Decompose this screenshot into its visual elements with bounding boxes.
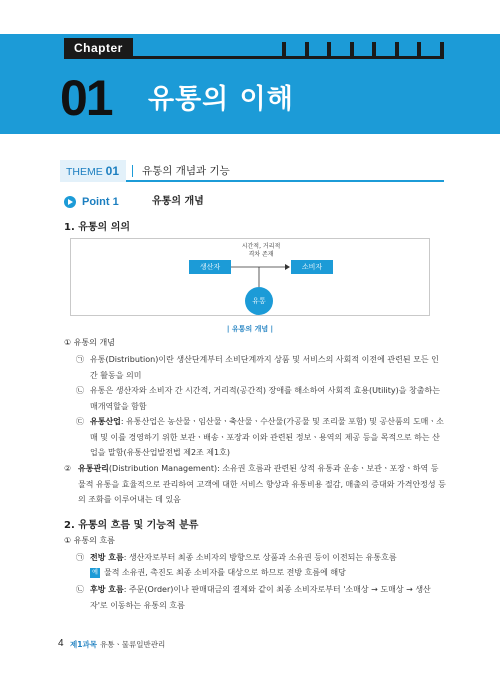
example-icon: 예 <box>90 568 100 578</box>
item-number: ㉠ <box>76 553 84 562</box>
item-text-wrap <box>76 550 446 566</box>
diagram-caption: | 유통의 개념 | <box>226 325 274 333</box>
binder-marks <box>282 42 444 56</box>
section-heading: 1. 유통의 의의 <box>64 222 131 233</box>
item-number: ㉡ <box>76 386 84 395</box>
chapter-title: 유통의 이해 <box>148 84 294 115</box>
item-number: ㉡ <box>76 585 84 594</box>
binder-mark <box>350 42 354 56</box>
item-title: 유통의 흐름 <box>73 536 115 545</box>
list-item <box>64 336 115 349</box>
binder-mark <box>327 42 331 56</box>
theme-bar <box>60 160 444 182</box>
footer-subject: 제1과목 <box>70 640 97 649</box>
theme-tag-number: 01 <box>105 164 120 178</box>
note-text: 물적 소유권, 촉진도 최종 소비자를 대상으로 하므로 전방 흐름에 해당 <box>104 568 346 577</box>
item-text-wrap <box>76 582 446 613</box>
footer-course: 유통ㆍ물류일반관리 <box>100 640 166 649</box>
list-item <box>76 550 446 566</box>
list-item <box>76 414 446 461</box>
binder-mark <box>395 42 399 56</box>
item-term: 후방 흐름 <box>90 585 124 594</box>
distribution-node: 유통 <box>245 287 273 315</box>
producer-node: 생산자 <box>189 260 231 274</box>
item-text: : 생산자로부터 최종 소비자의 방향으로 상품과 소유권 등이 이전되는 유통흐름 <box>123 553 397 562</box>
item-number: ㉢ <box>76 417 84 426</box>
item-number: ① <box>64 536 72 545</box>
item-text: 유통은 생산자와 소비자 간 시간적, 거리적(공간적) 장애를 해소하여 사회적 효용(Utility)을 창출하는 매개역할을 함함 <box>90 386 440 411</box>
gap-label-line-2: 격차 존재 <box>248 251 274 258</box>
binder-mark <box>417 42 421 56</box>
binder-mark <box>282 42 286 56</box>
arrow-head-icon <box>285 264 290 270</box>
item-text: 유통(Distribution)이란 생산단계부터 소비단계까지 상품 및 서비스의 사회적 이전에 관련된 모든 인간 활동을 의미 <box>90 355 439 380</box>
item-text: (Distribution Management): 소유권 흐름과 관련된 상적 유통과 운송ㆍ보관ㆍ포장ㆍ하역 등 물적 유통을 효율적으로 관리하여 고객에 대한 서비스 향상과 유통비용 절감, 매출의 증대와 가격안정성 등의 조화를 이루어내는 데 있음 <box>78 464 446 504</box>
list-item <box>76 352 446 383</box>
binder-mark <box>305 42 309 56</box>
item-text: : 유통산업은 농산물ㆍ임산물ㆍ축산물ㆍ수산물(가공물 및 조리물 포함) 및 공산품의 도매ㆍ소매 및 이를 경영하기 위한 보관ㆍ배송ㆍ포장과 이와 관련된 정보ㆍ용역의 제공 등을 목적으로 하는 산업을 말함(유통산업발전법 제2조 제1호) <box>90 417 444 457</box>
distribution-concept-diagram <box>70 238 430 316</box>
point-title: 유통의 개념 <box>152 196 204 207</box>
item-term: 유통관리 <box>78 464 109 473</box>
theme-tag-word: THEME <box>66 166 103 178</box>
point-label-word: Point <box>82 196 110 208</box>
list-item <box>76 582 446 613</box>
point-label-number: 1 <box>112 196 119 208</box>
item-text-wrap <box>64 461 446 508</box>
item-text: : 주문(Order)이나 판매대금의 결제와 같이 최종 소비자로부터 '소매상 → 도매상 → 생산자'로 이동하는 유통의 흐름 <box>90 585 431 610</box>
binder-mark <box>440 42 444 56</box>
item-term: 전방 흐름 <box>90 553 124 562</box>
list-item <box>64 461 446 508</box>
item-title: 유통의 개념 <box>73 338 115 347</box>
item-term: 유통산업 <box>90 417 121 426</box>
item-number: ② <box>64 464 72 473</box>
section-heading: 2. 유통의 흐름 및 기능적 분류 <box>64 520 199 531</box>
theme-title: 유통의 개념과 기능 <box>142 165 230 177</box>
page-number: 4 <box>58 638 64 649</box>
chapter-label-row <box>64 38 444 58</box>
chapter-label: Chapter <box>64 38 133 58</box>
consumer-node: 소비자 <box>291 260 333 274</box>
point-label <box>82 194 119 210</box>
theme-separator <box>132 165 133 177</box>
list-item <box>64 534 115 547</box>
play-circle-icon <box>64 196 76 208</box>
gap-label-line-1: 시간적, 거리적 <box>241 243 281 250</box>
item-number: ① <box>64 338 72 347</box>
item-number: ㉠ <box>76 355 84 364</box>
item-text-wrap <box>76 414 446 461</box>
chapter-number: 01 <box>60 70 112 126</box>
example-note <box>90 567 346 579</box>
theme-tag <box>60 160 126 182</box>
list-item <box>76 383 446 414</box>
binder-mark <box>372 42 376 56</box>
